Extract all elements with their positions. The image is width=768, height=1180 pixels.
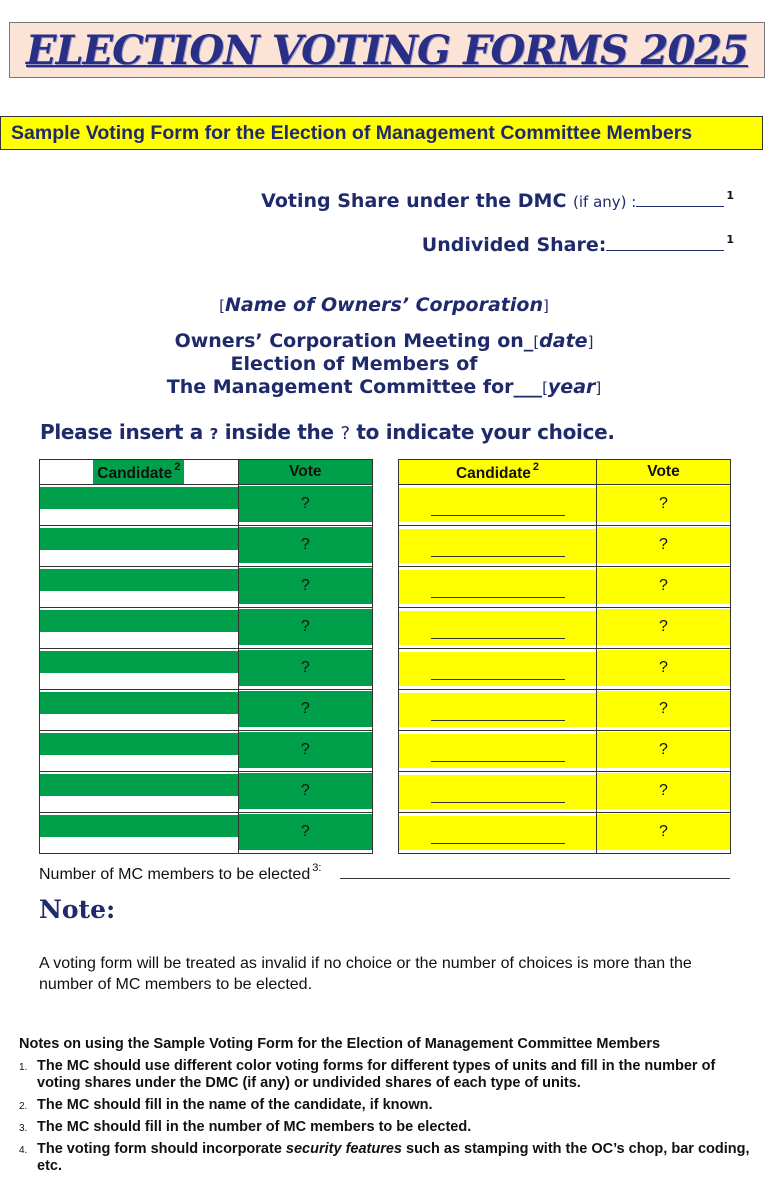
vote-box-icon: ?: [659, 495, 668, 512]
candidate-name-cell[interactable]: [399, 526, 597, 567]
ballot-row: [40, 731, 373, 772]
vote-box-icon: ?: [300, 782, 310, 799]
candidate-name-line: [431, 556, 565, 557]
vote-box-icon: ?: [659, 741, 668, 758]
candidate-name-cell[interactable]: [40, 690, 239, 731]
vote-box[interactable]: [238, 731, 372, 772]
vote-box[interactable]: [597, 731, 731, 772]
vote-box-icon: ?: [659, 782, 668, 799]
voting-share-field[interactable]: [636, 188, 724, 207]
voting-share-footnote: 1: [726, 189, 734, 202]
candidate-name-cell[interactable]: [399, 567, 597, 608]
ballot-row: [399, 526, 731, 567]
candidate-name-cell[interactable]: [399, 813, 597, 854]
candidate-name-cell[interactable]: [40, 608, 239, 649]
vote-box-icon: ?: [659, 659, 668, 676]
vote-box-icon: ?: [300, 823, 310, 840]
vote-box-icon: ?: [659, 618, 668, 635]
vote-box[interactable]: [597, 649, 731, 690]
vote-box[interactable]: [597, 608, 731, 649]
meeting-date-placeholder[interactable]: date: [539, 330, 588, 352]
ballot-row: [399, 608, 731, 649]
candidate-name-line: [431, 720, 565, 721]
vote-box[interactable]: [597, 690, 731, 731]
note-body: A voting form will be treated as invalid if no choice or the number of choices is more than the number of MC members to be elected.: [39, 955, 692, 993]
mc-count-label: Number of MC members to be elected: [39, 866, 311, 883]
meeting-line: Owners’ Corporation Meeting on_[date]: [174, 330, 594, 352]
candidate-name-line: [431, 843, 565, 844]
mc-count-footnote: 3:: [312, 862, 322, 874]
tick-mark-icon: ?: [209, 425, 219, 443]
vote-box-icon: ?: [659, 536, 668, 553]
page-title: ELECTION VOTING FORMS 2025: [26, 26, 748, 74]
candidate-name-cell[interactable]: [399, 772, 597, 813]
vote-box[interactable]: [238, 608, 372, 649]
vote-box-icon: ?: [300, 536, 310, 553]
vote-header: Vote: [238, 460, 372, 485]
vote-box[interactable]: [238, 526, 372, 567]
vote-box-icon: ?: [659, 823, 668, 840]
voting-share-paren: (if any) :: [573, 193, 637, 211]
usage-note-item: 4. The voting form should incorporate security features such as stamping with the OC’s chop, bar coding, etc.: [19, 1141, 750, 1174]
ballot-row: [399, 731, 731, 772]
vote-box-icon: ?: [300, 618, 310, 635]
voting-share-label: Voting Share under the DMC: [261, 190, 567, 212]
candidate-header: Candidate $^2$: [40, 460, 239, 485]
ballot-row: [399, 772, 731, 813]
candidate-name-cell[interactable]: [399, 608, 597, 649]
ballot-row: [40, 772, 373, 813]
ballot-row: [40, 567, 373, 608]
vote-box[interactable]: [238, 567, 372, 608]
year-placeholder[interactable]: year: [547, 376, 596, 398]
committee-year-line: The Management Committee for___[year]: [166, 376, 602, 398]
ballot-row: [399, 813, 731, 854]
vote-header: Vote: [597, 460, 731, 485]
vote-box-icon: ?: [300, 577, 310, 594]
ballot-row: [399, 690, 731, 731]
candidate-name-cell[interactable]: [40, 649, 239, 690]
candidate-name-cell[interactable]: [40, 731, 239, 772]
candidate-name-cell[interactable]: [40, 813, 239, 854]
usage-note-item: 2. The MC should fill in the name of the candidate, if known.: [19, 1097, 433, 1113]
candidate-name-line: [431, 761, 565, 762]
vote-box-icon: ?: [300, 495, 310, 512]
vote-box[interactable]: [238, 772, 372, 813]
note-heading: Note:: [39, 895, 116, 924]
election-line: Election of Members of: [230, 353, 478, 375]
vote-box[interactable]: [597, 772, 731, 813]
vote-box[interactable]: [597, 485, 731, 526]
usage-notes-title: Notes on using the Sample Voting Form for the Election of Management Committee Members: [19, 1036, 661, 1052]
vote-box-icon: ?: [300, 659, 310, 676]
title-banner: [9, 22, 765, 78]
candidate-name-cell[interactable]: [399, 690, 597, 731]
vote-box-icon: ?: [659, 577, 668, 594]
vote-box[interactable]: [238, 485, 372, 526]
vote-box[interactable]: [597, 567, 731, 608]
ballot-row: [399, 485, 731, 526]
undivided-share-field[interactable]: [606, 232, 724, 251]
ballot-row: [40, 813, 373, 854]
candidate-name-cell[interactable]: [399, 485, 597, 526]
ballot-row: [40, 608, 373, 649]
vote-box[interactable]: [238, 813, 372, 854]
ballot-row: [40, 649, 373, 690]
undivided-share-label: Undivided Share:: [421, 234, 607, 256]
candidate-name-line: [431, 679, 565, 680]
candidate-name-cell[interactable]: [399, 649, 597, 690]
ballot-table-green: [39, 459, 373, 854]
usage-notes-list: [19, 1058, 759, 1180]
candidate-name-cell[interactable]: [40, 485, 239, 526]
ballot-row: [40, 485, 373, 526]
usage-note-item: 1. The MC should use different color voting forms for different types of units and fill in the number of voting shares under the DMC (if any) or undivided shares of each type of units.: [19, 1058, 716, 1091]
candidate-name-line: [431, 638, 565, 639]
candidate-name-line: [431, 802, 565, 803]
vote-box-icon: ?: [300, 700, 310, 717]
mc-count-field[interactable]: [340, 878, 730, 879]
ballot-row: [40, 690, 373, 731]
usage-note-item: 3. The MC should fill in the number of MC members to be elected.: [19, 1119, 472, 1135]
mc-count-row: [39, 862, 321, 884]
form-subtitle: Sample Voting Form for the Election of Management Committee Members: [0, 116, 763, 150]
ballot-row: [399, 567, 731, 608]
ballot-table-yellow: [398, 459, 731, 854]
oc-name-placeholder[interactable]: Name of Owners’ Corporation: [225, 294, 543, 316]
undivided-share-footnote: 1: [726, 233, 734, 246]
vote-box[interactable]: [597, 526, 731, 567]
candidate-name-cell[interactable]: [40, 567, 239, 608]
vote-box[interactable]: [238, 649, 372, 690]
candidate-name-line: [431, 515, 565, 516]
vote-box[interactable]: [238, 690, 372, 731]
vote-box[interactable]: [597, 813, 731, 854]
candidate-header: Candidate $^2$: [399, 460, 597, 485]
voting-instruction: Please insert a ? inside the ? to indicate your choice.: [40, 420, 615, 444]
oc-name-line: [Name of Owners’ Corporation]: [219, 294, 549, 316]
undivided-share-row: [422, 232, 734, 256]
vote-box-icon: ?: [300, 741, 310, 758]
candidate-name-cell[interactable]: [399, 731, 597, 772]
candidate-name-cell[interactable]: [40, 772, 239, 813]
ballot-row: [40, 526, 373, 567]
vote-box-icon: ?: [659, 700, 668, 717]
voting-share-row: [261, 188, 734, 212]
box-icon: ?: [340, 423, 350, 444]
candidate-name-cell[interactable]: [40, 526, 239, 567]
candidate-name-line: [431, 597, 565, 598]
ballot-row: [399, 649, 731, 690]
